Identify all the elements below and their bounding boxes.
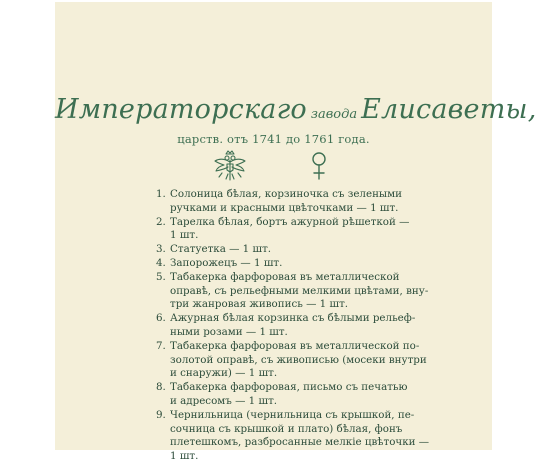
item-line: и адресомъ — 1 шт.	[170, 394, 278, 407]
item-number: 8.	[156, 381, 166, 394]
item-line: 1 шт.	[170, 450, 199, 463]
item-text	[170, 216, 452, 244]
item-line: ными розами — 1 шт.	[170, 325, 288, 338]
female-symbol-icon	[307, 150, 331, 182]
item-number: 9.	[156, 408, 166, 421]
item-line: ручками и красными цвѣточками — 1 шт.	[170, 201, 399, 214]
item-text	[170, 381, 452, 409]
eagle-mark-icon	[213, 150, 247, 182]
item-line: Табакерка фарфоровая въ металлической	[170, 270, 400, 283]
item-line: оправѣ, съ рельефными мелкими цвѣтами, вну-	[170, 284, 429, 297]
list-item	[156, 271, 452, 312]
list-item	[156, 257, 452, 271]
item-line: плетешкомъ, разбросанные мелкіе цвѣточки —	[170, 436, 430, 449]
item-line: Запорожецъ — 1 шт.	[170, 256, 283, 269]
item-number: 7.	[156, 339, 166, 352]
item-number: 4.	[156, 256, 166, 269]
item-text	[170, 243, 452, 257]
list-item	[156, 381, 452, 409]
item-number: 6.	[156, 312, 166, 325]
item-text	[170, 271, 452, 312]
item-text	[170, 340, 452, 381]
item-line: сочница съ крышкой и плато) бѣлая, фонъ	[170, 422, 403, 435]
item-line: три жанровая живопись — 1 шт.	[170, 298, 349, 311]
book-page	[55, 2, 537, 463]
item-number: 5.	[156, 270, 166, 283]
item-line: Тарелка бѣлая, бортъ ажурной рѣшеткой —	[170, 215, 410, 228]
item-line: Статуетка — 1 шт.	[170, 243, 272, 256]
heading-part-2: завода	[310, 107, 358, 122]
item-line: Табакерка фарфоровая, письмо съ печатью	[170, 381, 408, 394]
item-line: Чернильница (чернильница съ крышкой, пе-	[170, 408, 415, 421]
list-item	[156, 188, 452, 216]
item-text	[170, 409, 452, 464]
item-line: Солоница бѣлая, корзиночка съ зелеными	[170, 188, 402, 200]
list-item	[156, 243, 452, 257]
page-heading	[55, 94, 537, 125]
items-list	[156, 188, 452, 464]
heading-part-3: Елисаветы,	[361, 94, 537, 125]
item-line: золотой оправѣ, съ живописью (мосеки внутри	[170, 353, 427, 366]
list-item	[156, 340, 452, 381]
item-number: 1.	[156, 188, 166, 200]
item-text	[170, 188, 452, 216]
factory-marks	[207, 150, 347, 184]
item-text	[170, 312, 452, 340]
heading-part-1: Императорскаго	[55, 94, 307, 125]
item-line: 1 шт.	[170, 229, 199, 242]
item-number: 2.	[156, 215, 166, 228]
item-number: 3.	[156, 243, 166, 256]
page-subheading: царств. отъ 1741 до 1761 года.	[177, 132, 370, 146]
list-item	[156, 216, 452, 244]
item-text	[170, 257, 452, 271]
list-item	[156, 312, 452, 340]
item-line: Ажурная бѣлая корзинка съ бѣлыми рельеф-	[170, 312, 416, 325]
item-line: Табакерка фарфоровая въ металлической по-	[170, 339, 420, 352]
item-line: и снаружи) — 1 шт.	[170, 367, 278, 380]
list-item	[156, 409, 452, 464]
